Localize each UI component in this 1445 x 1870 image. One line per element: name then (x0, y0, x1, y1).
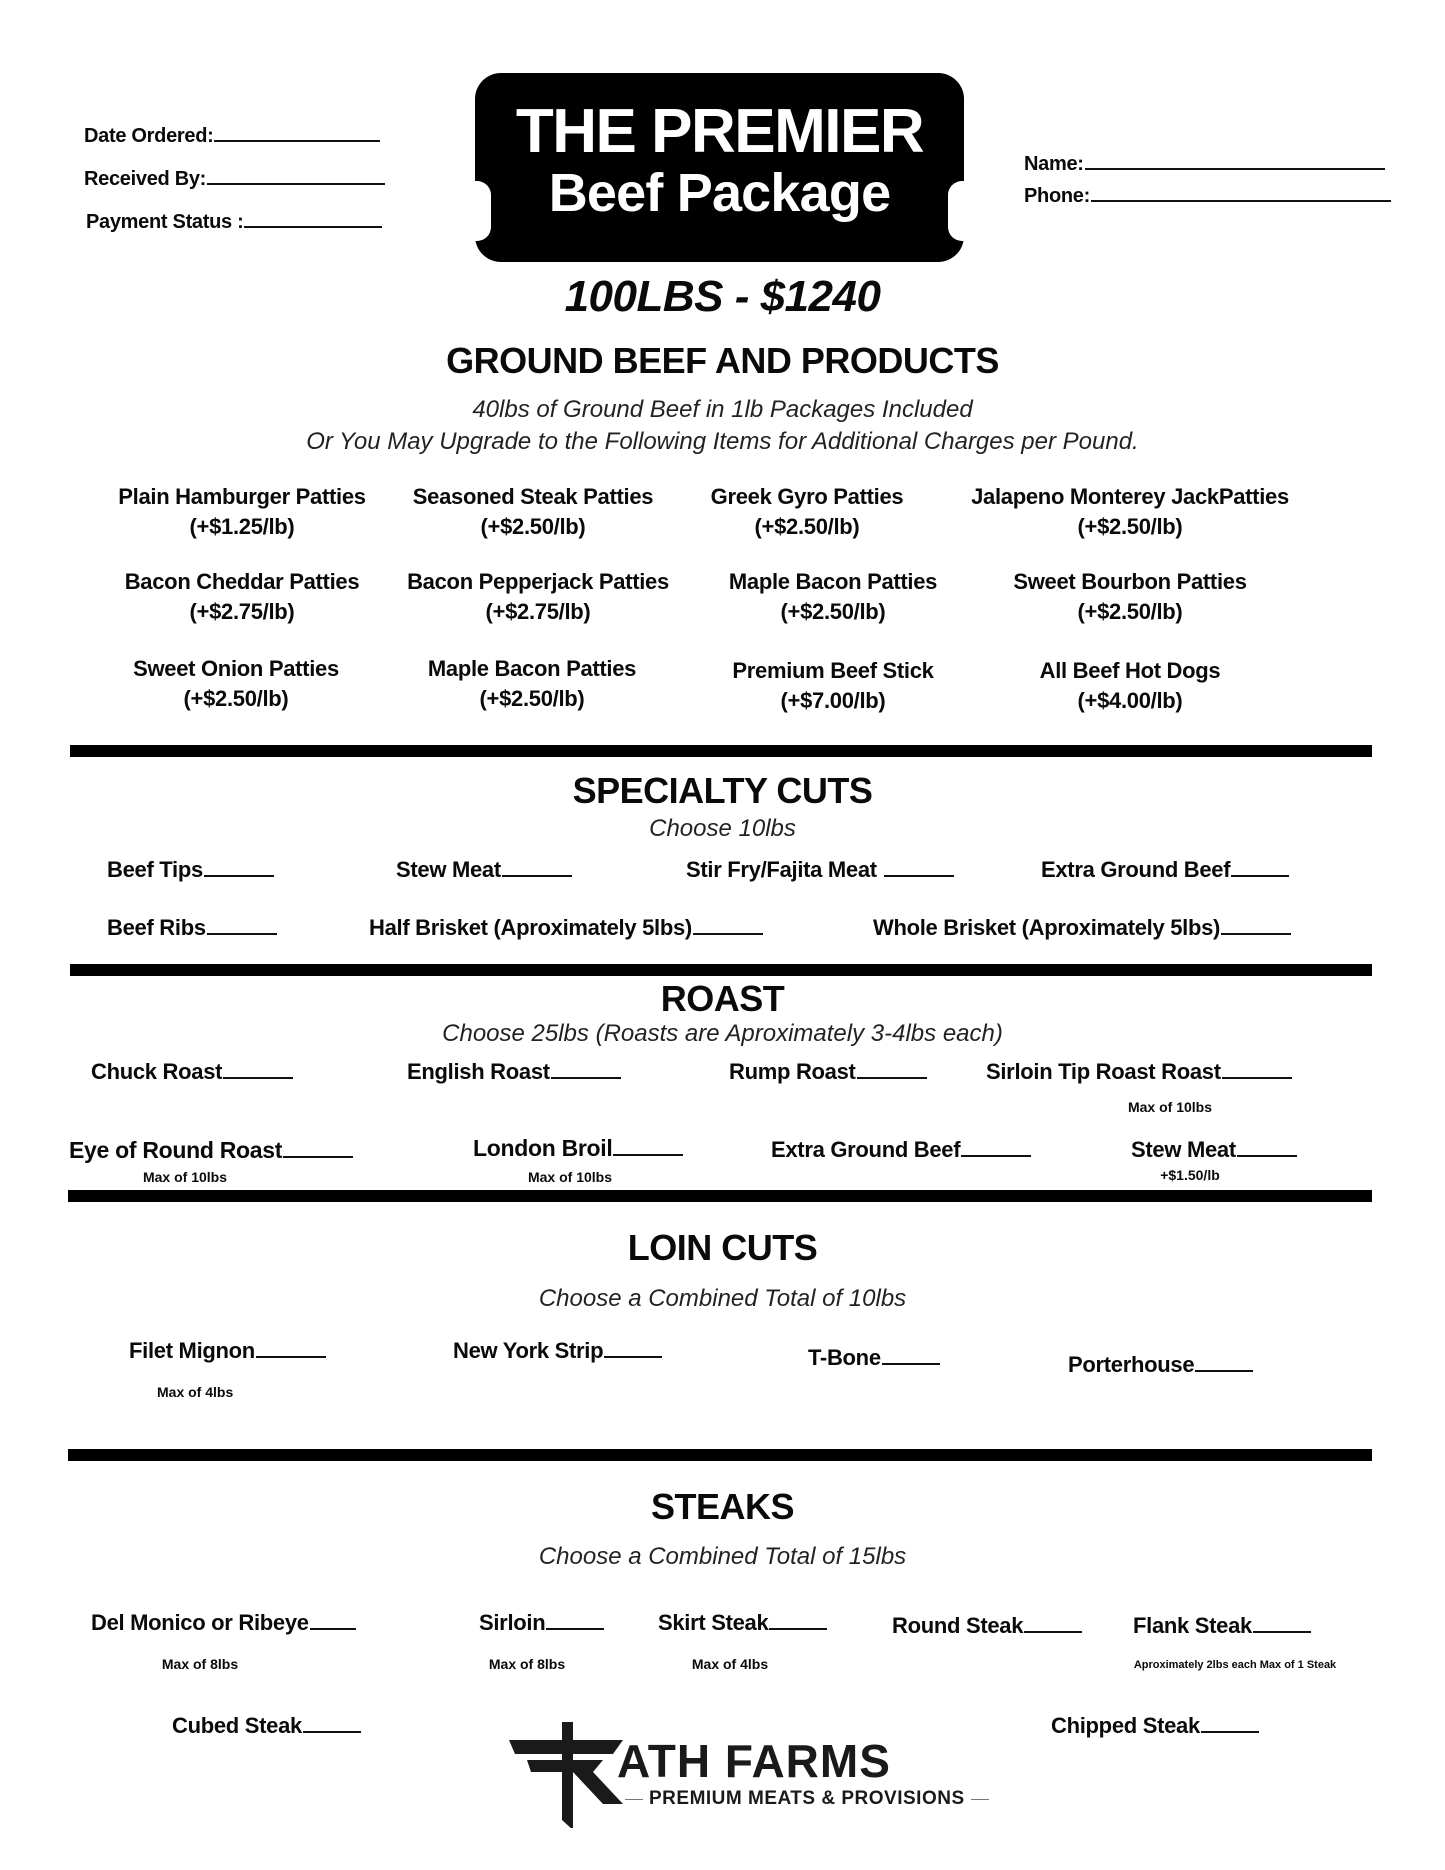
steak-note: Max of 4lbs (691, 1656, 769, 1672)
roast-title: ROAST (660, 978, 785, 1019)
product-item: Greek Gyro Patties (+$2.50/lb) (710, 484, 904, 539)
logo-brand-name: ATH FARMS (617, 1735, 891, 1787)
steak-item[interactable]: Round Steak (892, 1613, 1082, 1639)
date-ordered-input-line[interactable] (214, 122, 380, 142)
steak-item[interactable]: Skirt Steak (658, 1610, 827, 1636)
roast-note: +$1.50/lb (1160, 1167, 1220, 1183)
steak-item[interactable]: Del Monico or Ribeye (91, 1610, 356, 1636)
loin-item[interactable]: Filet Mignon (129, 1338, 326, 1364)
logo-tagline-row (625, 1788, 985, 1810)
steaks-title: STEAKS (650, 1486, 795, 1527)
specialty-item[interactable]: Stir Fry/Fajita Meat (686, 857, 954, 883)
product-item: Plain Hamburger Patties (+$1.25/lb) (118, 484, 366, 539)
received-by-field[interactable] (84, 165, 385, 191)
specialty-cuts-subtitle: Choose 10lbs (649, 815, 796, 842)
received-by-input-line[interactable] (207, 165, 385, 185)
roast-note: Max of 10lbs (527, 1169, 613, 1185)
loin-cuts-title: LOIN CUTS (627, 1227, 818, 1268)
roast-item[interactable]: Extra Ground Beef (771, 1137, 1031, 1163)
title-line-1: THE PREMIER (515, 97, 924, 166)
roast-item[interactable]: English Roast (407, 1059, 621, 1085)
steak-item[interactable]: Chipped Steak (1051, 1713, 1259, 1739)
product-item: Maple Bacon Patties (+$2.50/lb) (728, 569, 938, 624)
roast-note: Max of 10lbs (142, 1169, 228, 1185)
received-by-label: Received By: (84, 168, 207, 190)
payment-status-label: Payment Status : (86, 211, 244, 233)
payment-status-input-line[interactable] (244, 208, 382, 228)
steak-note: Aproximately 2lbs each Max of 1 Steak (1133, 1659, 1337, 1671)
steaks-subtitle: Choose a Combined Total of 15lbs (538, 1543, 907, 1570)
roast-item[interactable]: Stew Meat (1131, 1137, 1297, 1163)
specialty-item[interactable]: Stew Meat (396, 857, 572, 883)
name-field[interactable] (1024, 150, 1385, 176)
loin-item[interactable]: T-Bone (808, 1345, 940, 1371)
steak-note: Max of 8lbs (488, 1656, 566, 1672)
loin-item[interactable]: Porterhouse (1068, 1352, 1253, 1378)
product-item: Sweet Onion Patties (+$2.50/lb) (133, 656, 339, 711)
roast-item[interactable]: Sirloin Tip Roast Roast (986, 1059, 1292, 1085)
steak-item[interactable]: Flank Steak (1133, 1613, 1311, 1639)
product-item: Sweet Bourbon Patties (+$2.50/lb) (1013, 569, 1247, 624)
product-item: Maple Bacon Patties (+$2.50/lb) (427, 656, 637, 711)
badge-notch-left (473, 181, 491, 241)
phone-input-line[interactable] (1091, 182, 1391, 202)
roast-item[interactable]: Rump Roast (729, 1059, 927, 1085)
date-ordered-field[interactable] (84, 122, 380, 148)
specialty-item[interactable]: Half Brisket (Aproximately 5lbs) (369, 915, 763, 941)
package-title-badge (475, 73, 964, 262)
section-divider (70, 964, 1372, 976)
loin-item[interactable]: New York Strip (453, 1338, 662, 1364)
date-ordered-label: Date Ordered: (84, 125, 214, 147)
specialty-item[interactable]: Beef Ribs (107, 915, 277, 941)
specialty-cuts-title: SPECIALTY CUTS (572, 770, 873, 811)
title-line-2: Beef Package (548, 163, 891, 223)
tagline-rule-left (625, 1799, 643, 1800)
ground-beef-subtitle-1: 40lbs of Ground Beef in 1lb Packages Included (472, 396, 973, 423)
phone-label: Phone: (1024, 185, 1090, 207)
roast-subtitle: Choose 25lbs (Roasts are Aproximately 3-4lbs each) (442, 1020, 1003, 1047)
section-divider (68, 1449, 1372, 1461)
steak-note: Max of 8lbs (161, 1656, 239, 1672)
name-input-line[interactable] (1085, 150, 1385, 170)
loin-cuts-subtitle: Choose a Combined Total of 10lbs (538, 1285, 907, 1312)
specialty-item[interactable]: Whole Brisket (Aproximately 5lbs) (873, 915, 1291, 941)
badge-notch-right (948, 181, 966, 241)
product-item: Jalapeno Monterey JackPatties (+$2.50/lb) (971, 484, 1289, 539)
steak-item[interactable]: Sirloin (479, 1610, 604, 1636)
rath-farms-logo (505, 1718, 985, 1828)
logo-tagline: PREMIUM MEATS & PROVISIONS (649, 1788, 965, 1809)
loin-note: Max of 4lbs (157, 1384, 234, 1400)
section-divider (68, 1190, 1372, 1202)
ground-beef-subtitle-2: Or You May Upgrade to the Following Items for Additional Charges per Pound. (306, 428, 1139, 455)
ground-beef-title: GROUND BEEF AND PRODUCTS (446, 340, 999, 381)
product-item: Bacon Pepperjack Patties (+$2.75/lb) (407, 569, 669, 624)
steak-item[interactable]: Cubed Steak (172, 1713, 361, 1739)
payment-status-field[interactable] (86, 208, 382, 234)
tagline-rule-right (971, 1799, 989, 1800)
product-item: Premium Beef Stick (+$7.00/lb) (732, 658, 934, 713)
specialty-item[interactable]: Extra Ground Beef (1041, 857, 1289, 883)
product-item: Bacon Cheddar Patties (+$2.75/lb) (124, 569, 360, 624)
product-item: All Beef Hot Dogs (+$4.00/lb) (1039, 658, 1221, 713)
specialty-item[interactable]: Beef Tips (107, 857, 274, 883)
package-price: 100LBS - $1240 (564, 272, 881, 321)
product-item: Seasoned Steak Patties (+$2.50/lb) (412, 484, 654, 539)
roast-item[interactable]: Chuck Roast (91, 1059, 293, 1085)
roast-note: Max of 10lbs (1127, 1099, 1213, 1115)
roast-item[interactable]: Eye of Round Roast (69, 1137, 353, 1164)
roast-item[interactable]: London Broil (473, 1135, 683, 1162)
name-label: Name: (1024, 153, 1084, 175)
section-divider (70, 745, 1372, 757)
phone-field[interactable] (1024, 182, 1391, 208)
